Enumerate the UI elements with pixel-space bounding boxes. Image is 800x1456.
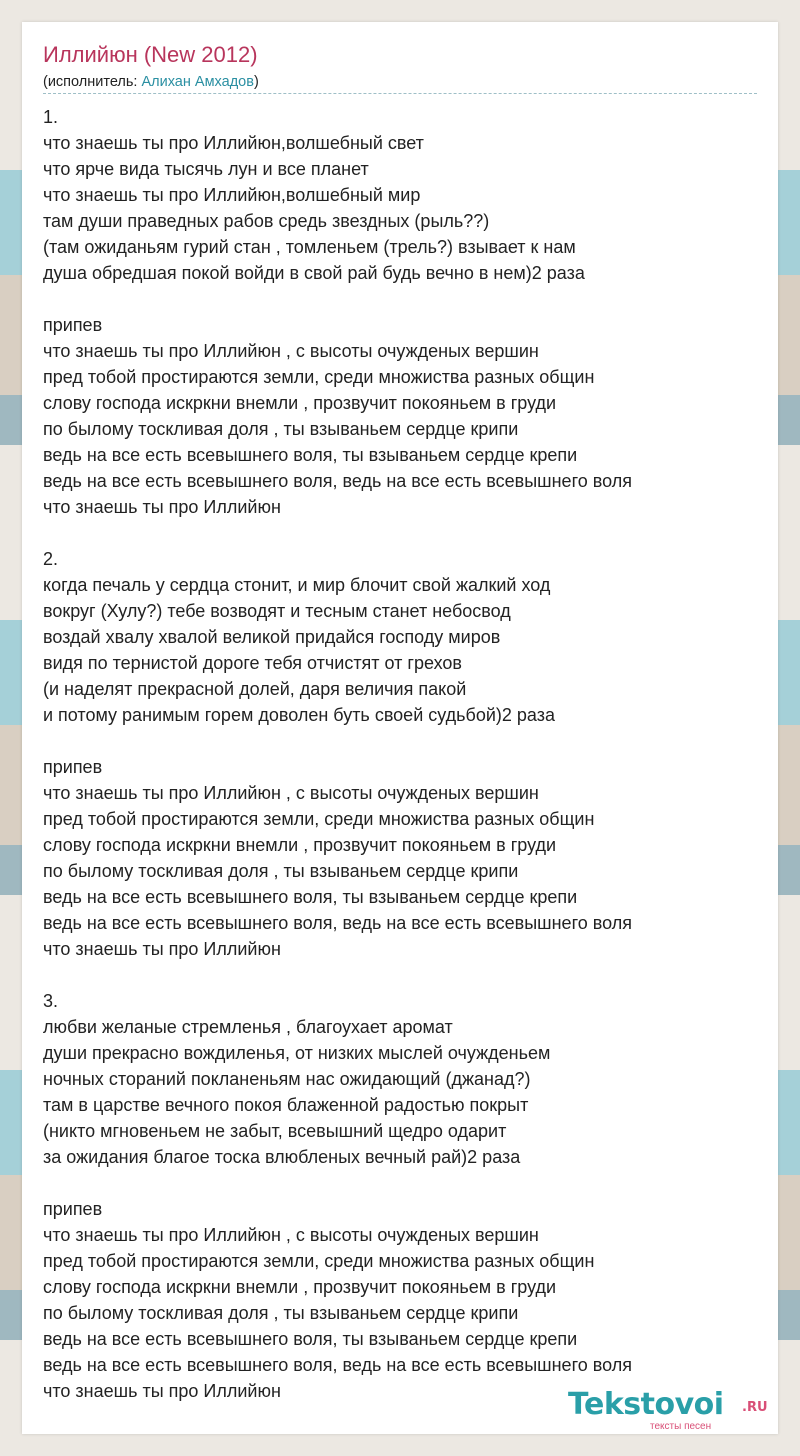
lyric-line: пред тобой простираются земли, среди множиства разных общин: [43, 809, 595, 829]
lyric-line: ведь на все есть всевышнего воля, ведь на все есть всевышнего воля: [43, 471, 632, 491]
song-title: Иллийюн (New 2012): [43, 42, 258, 67]
lyric-line: любви желаные стремленья , благоухает аромат: [43, 1017, 453, 1037]
lyrics-text: [43, 104, 763, 1404]
lyric-line: что знаешь ты про Иллийюн,волшебный мир: [43, 185, 421, 205]
lyric-line: ночных стораний покланеньям нас ожидающий (джанад?): [43, 1069, 531, 1089]
lyric-line: душа обредшая покой войди в свой рай будь вечно в нем)2 раза: [43, 263, 585, 283]
lyric-line: что знаешь ты про Иллийюн: [43, 497, 281, 517]
logo-domain: .RU: [742, 1400, 768, 1415]
lyric-line: что ярче вида тысячь лун и все планет: [43, 159, 369, 179]
lyric-line: [43, 520, 763, 546]
artist-line: [43, 74, 259, 90]
artist-prefix: (исполнитель:: [43, 74, 142, 90]
lyric-line: ведь на все есть всевышнего воля, ты взываньем сердце крепи: [43, 1329, 578, 1349]
lyric-line: ведь на все есть всевышнего воля, ты взываньем сердце крепи: [43, 445, 578, 465]
lyric-line: за ожидания благое тоска влюбленых вечный рай)2 раза: [43, 1147, 521, 1167]
lyric-line: [43, 728, 763, 754]
lyric-line: по былому тоскливая доля , ты взываньем сердце крипи: [43, 861, 519, 881]
lyric-line: что знаешь ты про Иллийюн,волшебный свет: [43, 133, 424, 153]
site-logo[interactable]: [568, 1388, 774, 1436]
lyric-line: что знаешь ты про Иллийюн , с высоты очужденых вершин: [43, 783, 539, 803]
lyric-line: там души праведных рабов средь звездных (рыль??): [43, 211, 490, 231]
lyric-line: припев: [43, 1199, 103, 1219]
artist-suffix: ): [253, 74, 259, 90]
lyric-line: души прекрасно вождиленья, от низких мыслей очужденьем: [43, 1043, 551, 1063]
lyric-line: пред тобой простираются земли, среди множиства разных общин: [43, 1251, 595, 1271]
lyric-line: что знаешь ты про Иллийюн: [43, 939, 281, 959]
lyric-line: там в царстве вечного покоя блаженной радостью покрыт: [43, 1095, 529, 1115]
lyric-line: слову господа искркни внемли , прозвучит покояньем в груди: [43, 393, 557, 413]
lyric-line: (и наделят прекрасной долей, даря величия пакой: [43, 679, 467, 699]
lyric-line: что знаешь ты про Иллийюн , с высоты очужденых вершин: [43, 341, 539, 361]
lyric-line: ведь на все есть всевышнего воля, ведь на все есть всевышнего воля: [43, 1355, 632, 1375]
lyric-line: что знаешь ты про Иллийюн: [43, 1381, 281, 1401]
lyric-line: слову господа искркни внемли , прозвучит покояньем в груди: [43, 1277, 557, 1297]
lyric-line: [43, 962, 763, 988]
lyric-line: 3.: [43, 991, 59, 1011]
lyric-line: ведь на все есть всевышнего воля, ты взываньем сердце крепи: [43, 887, 578, 907]
logo-text: Tekstovoi: [568, 1387, 724, 1422]
lyric-line: (никто мгновеньем не забыт, всевышний щедро одарит: [43, 1121, 507, 1141]
lyric-line: слову господа искркни внемли , прозвучит покояньем в груди: [43, 835, 557, 855]
lyric-line: по былому тоскливая доля , ты взываньем сердце крипи: [43, 419, 519, 439]
lyric-line: воздай хвалу хвалой великой придайся господу миров: [43, 627, 501, 647]
lyric-line: что знаешь ты про Иллийюн , с высоты очужденых вершин: [43, 1225, 539, 1245]
lyric-line: и потому ранимым горем доволен буть своей судьбой)2 раза: [43, 705, 555, 725]
lyric-line: [43, 1170, 763, 1196]
header-divider: [43, 93, 757, 94]
lyric-line: 1.: [43, 107, 59, 127]
lyric-line: ведь на все есть всевышнего воля, ведь на все есть всевышнего воля: [43, 913, 632, 933]
lyric-line: припев: [43, 315, 103, 335]
lyric-line: (там ожиданьям гурий стан , томленьем (трель?) взывает к нам: [43, 237, 576, 257]
lyric-line: пред тобой простираются земли, среди множиства разных общин: [43, 367, 595, 387]
logo-tagline: тексты песен: [650, 1421, 712, 1432]
lyric-line: вокруг (Хулу?) тебе возводят и тесным станет небосвод: [43, 601, 511, 621]
artist-link[interactable]: Алихан Амхадов: [141, 74, 254, 90]
lyric-line: 2.: [43, 549, 59, 569]
lyric-line: видя по тернистой дороге тебя отчистят от грехов: [43, 653, 462, 673]
lyric-line: по былому тоскливая доля , ты взываньем сердце крипи: [43, 1303, 519, 1323]
lyric-line: когда печаль у сердца стонит, и мир блочит свой жалкий ход: [43, 575, 551, 595]
lyric-line: [43, 286, 763, 312]
lyric-line: припев: [43, 757, 103, 777]
